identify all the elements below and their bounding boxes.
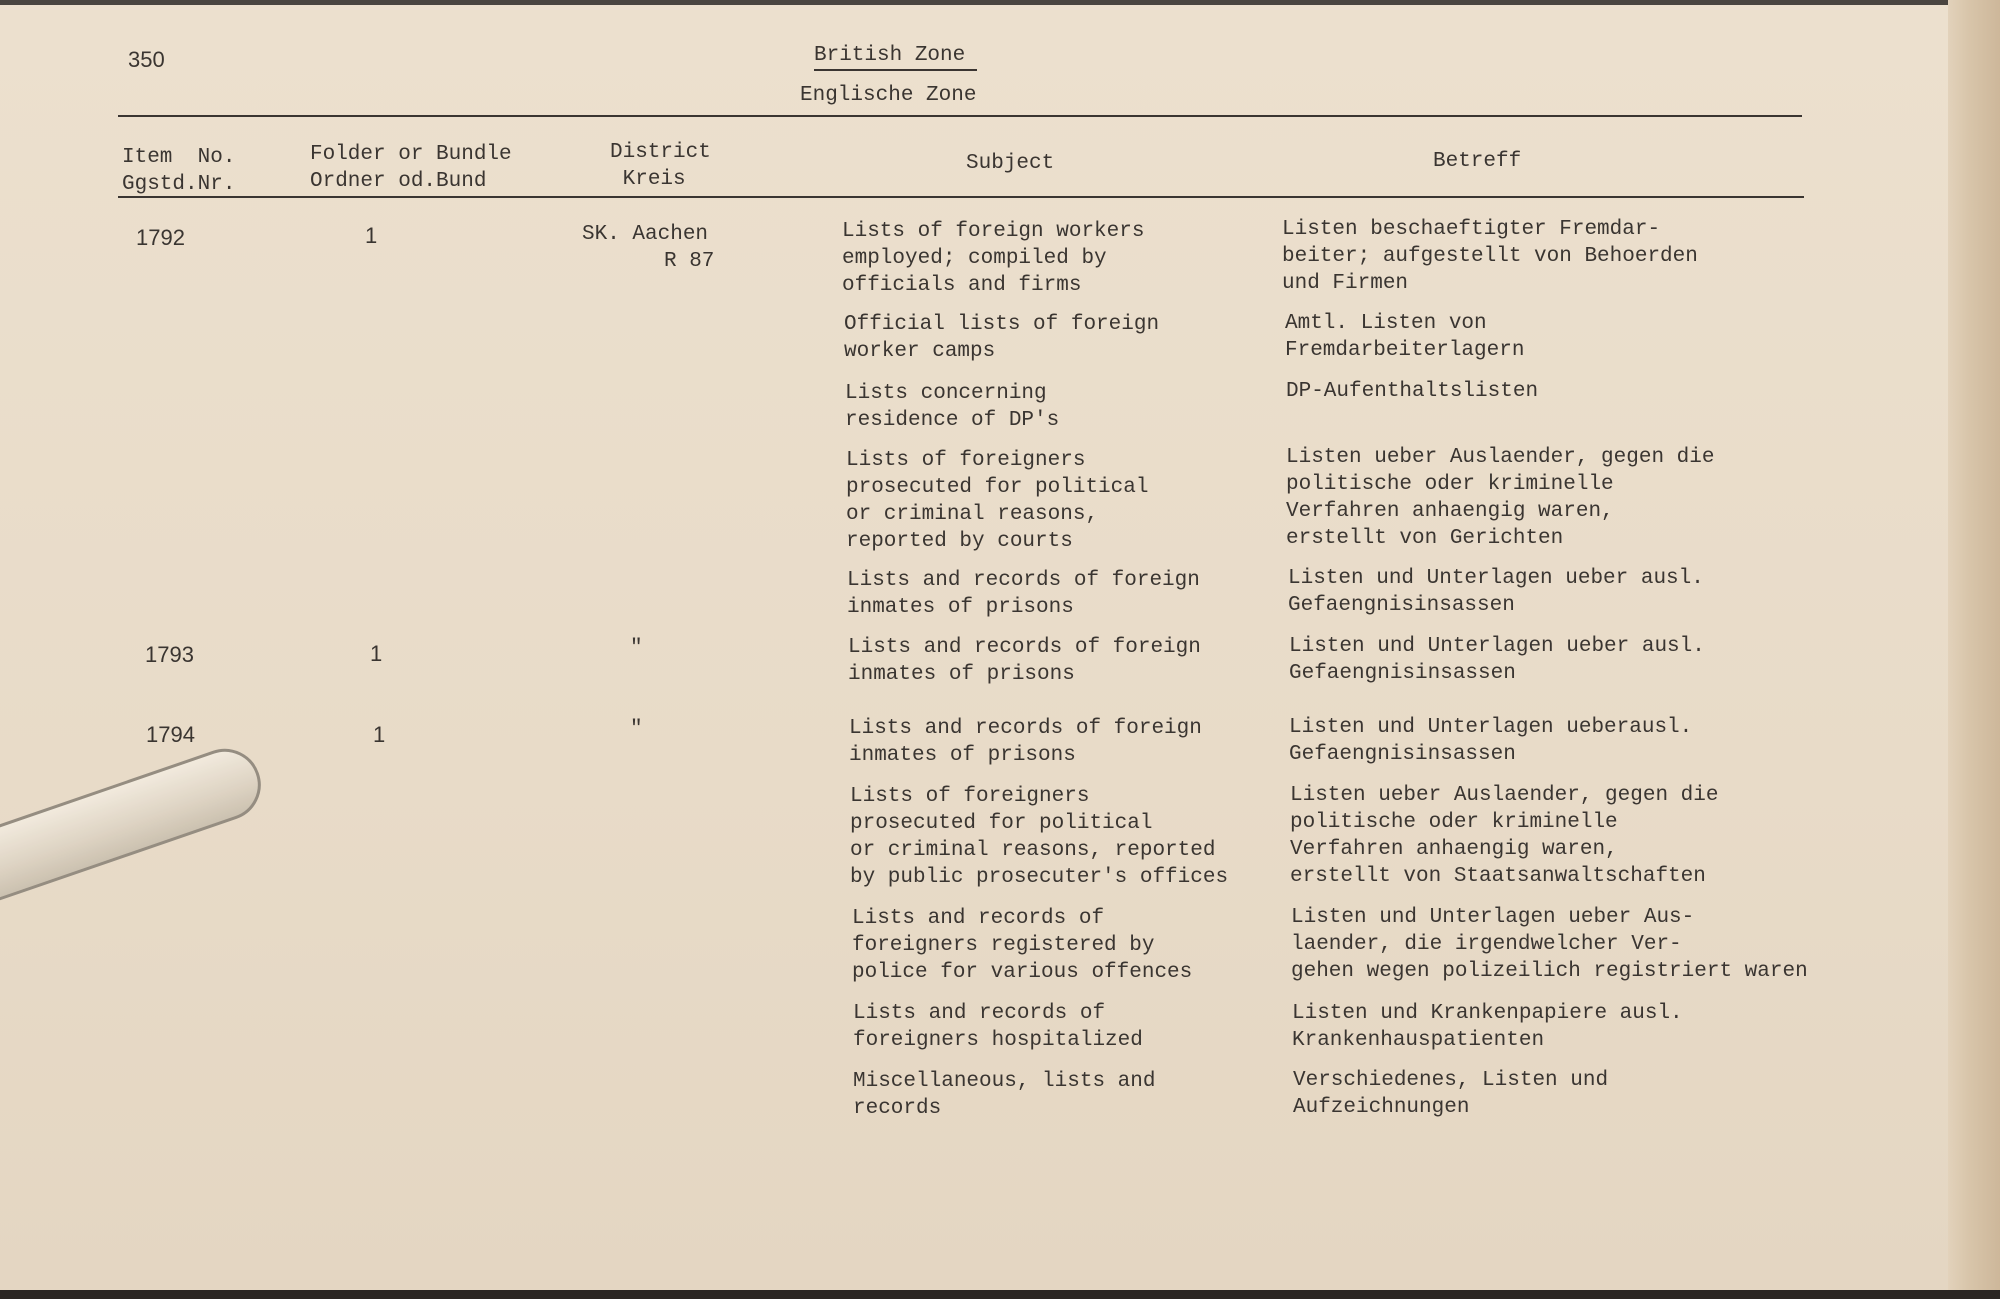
district-ditto-mark: " [630, 637, 643, 660]
subject-entry: Miscellaneous, lists and records [853, 1070, 1156, 1120]
item-number: 1794 [146, 722, 195, 747]
district-cell: SK. Aachen [582, 223, 709, 246]
subject-entry: Lists and records of foreign inmates of prisons [849, 717, 1202, 767]
subject-entry: Lists concerning residence of DP's [845, 382, 1060, 432]
subject-entry: Lists and records of foreign inmates of prisons [848, 636, 1201, 686]
subject-entry: Lists of foreign workers employed; compiled by officials and firms [842, 220, 1145, 297]
betreff-entry: Listen und Unterlagen ueber ausl. Gefaengnisinsassen [1289, 635, 1705, 685]
folder-number: 1 [373, 722, 386, 747]
item-number: 1793 [145, 642, 194, 667]
page-title: British Zone [814, 42, 977, 71]
betreff-entry: Listen und Unterlagen ueber Aus- laender, die irgendwelcher Ver- gehen wegen polizeilich registriert waren [1291, 906, 1808, 983]
betreff-entry: Listen ueber Auslaender, gegen die politische oder kriminelle Verfahren anhaengig waren, erstellt von Gerichten [1286, 446, 1715, 550]
subject-entry: Lists and records of foreigners registered by police for various offences [852, 907, 1193, 984]
page-subtitle: Englische Zone [800, 84, 977, 107]
column-header-subject: Subject [966, 152, 1055, 175]
district-ditto-mark: " [630, 718, 643, 741]
header-bottom-rule [118, 196, 1804, 198]
page-number: 350 [128, 47, 165, 72]
subject-entry: Official lists of foreign worker camps [844, 313, 1160, 363]
subject-entry: Lists and records of foreign inmates of prisons [847, 569, 1200, 619]
betreff-entry: Listen ueber Auslaender, gegen die politische oder kriminelle Verfahren anhaengig waren, erstellt von Staatsanwaltschaften [1290, 784, 1719, 888]
folder-number: 1 [365, 223, 378, 248]
folder-number: 1 [370, 641, 383, 666]
scan-top-edge [0, 0, 2000, 5]
subject-entry: Lists and records of foreigners hospitalized [853, 1002, 1143, 1052]
betreff-entry: Listen beschaeftigter Fremdar- beiter; aufgestellt von Behoerden und Firmen [1282, 218, 1698, 295]
subject-entry: Lists of foreigners prosecuted for political or criminal reasons, reported by public prosecuter's offices [850, 785, 1229, 889]
betreff-entry: DP-Aufenthaltslisten [1286, 380, 1539, 403]
district-code: R 87 [664, 250, 715, 273]
column-header-betreff: Betreff [1433, 150, 1522, 173]
column-header-folder: Folder or Bundle Ordner od.Bund [310, 143, 512, 193]
betreff-entry: Listen und Unterlagen ueberausl. Gefaengnisinsassen [1289, 716, 1693, 766]
item-number: 1792 [136, 225, 185, 250]
betreff-entry: Listen und Krankenpapiere ausl. Krankenhauspatienten [1292, 1002, 1683, 1052]
betreff-entry: Listen und Unterlagen ueber ausl. Gefaengnisinsassen [1288, 567, 1704, 617]
subject-entry: Lists of foreigners prosecuted for political or criminal reasons, reported by courts [846, 449, 1149, 553]
betreff-entry: Amtl. Listen von Fremdarbeiterlagern [1285, 312, 1525, 362]
column-header-district: District Kreis [610, 141, 711, 191]
scan-bottom-edge [0, 1290, 2000, 1299]
betreff-entry: Verschiedenes, Listen und Aufzeichnungen [1293, 1069, 1609, 1119]
column-header-item: Item No. Ggstd.Nr. [122, 146, 236, 196]
page-right-margin [1948, 0, 2000, 1299]
header-top-rule [118, 115, 1802, 117]
